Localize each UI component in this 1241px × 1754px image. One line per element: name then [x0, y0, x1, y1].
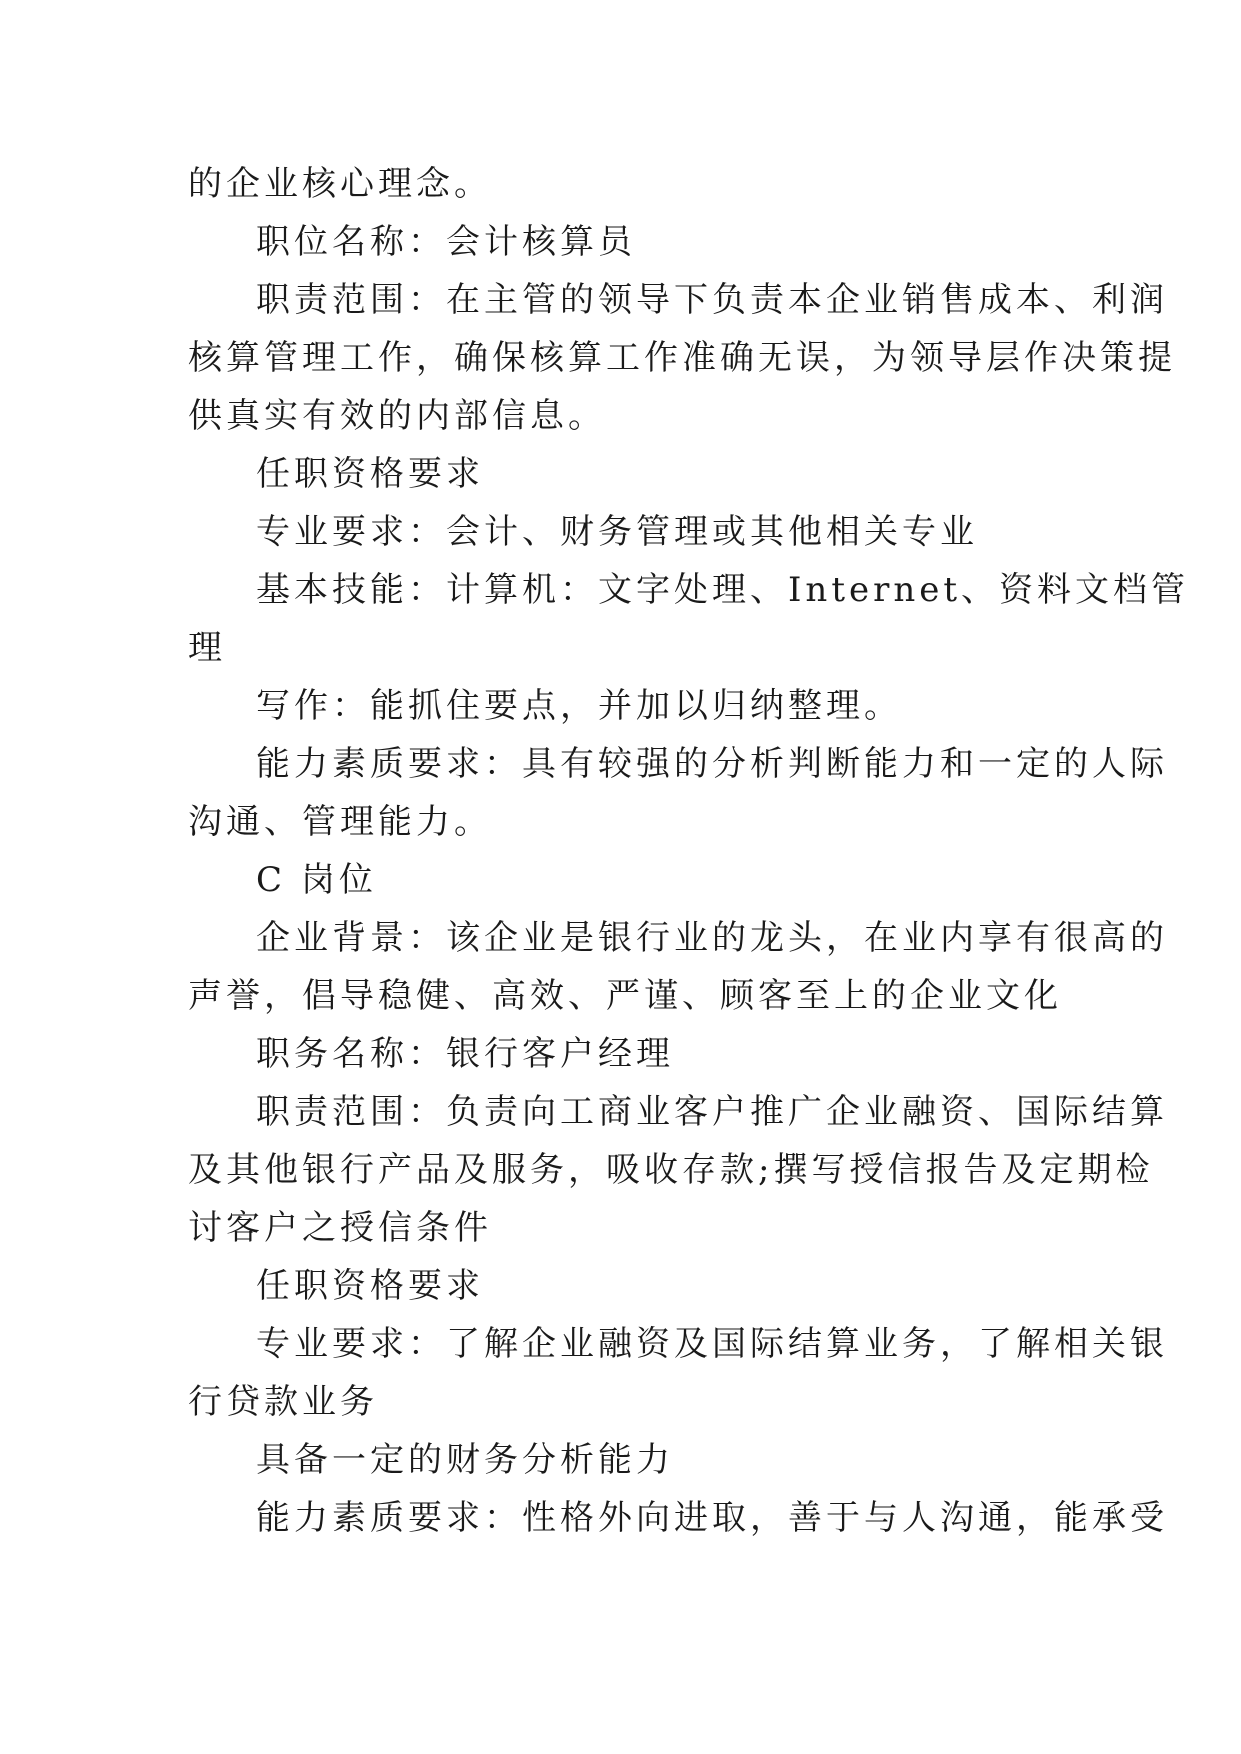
paragraph-line: 专业要求：会计、财务管理或其他相关专业: [256, 512, 978, 552]
section-heading: 任职资格要求: [256, 454, 484, 494]
paragraph-line: 理: [188, 628, 226, 668]
paragraph-line: 沟通、管理能力。: [188, 802, 492, 842]
paragraph-line: 基本技能：计算机：文字处理、Internet、资料文档管: [256, 570, 1190, 610]
paragraph-line: 能力素质要求：具有较强的分析判断能力和一定的人际: [256, 744, 1168, 784]
paragraph-line: 职位名称：会计核算员: [256, 222, 636, 262]
section-heading: 任职资格要求: [256, 1266, 484, 1306]
paragraph-line: 核算管理工作，确保核算工作准确无误，为领导层作决策提: [188, 338, 1176, 378]
paragraph-line: 供真实有效的内部信息。: [188, 396, 606, 436]
paragraph-line: 具备一定的财务分析能力: [256, 1440, 674, 1480]
paragraph-line: 写作：能抓住要点，并加以归纳整理。: [256, 686, 902, 726]
paragraph-line: 讨客户之授信条件: [188, 1208, 492, 1248]
paragraph-line: 职务名称：银行客户经理: [256, 1034, 674, 1074]
body-text: [188, 155, 1190, 1547]
paragraph-line: 职责范围：在主管的领导下负责本企业销售成本、利润: [256, 280, 1168, 320]
paragraph-line: 行贷款业务: [188, 1382, 378, 1422]
paragraph-line: 企业背景：该企业是银行业的龙头，在业内享有很高的: [256, 918, 1168, 958]
paragraph-line: 专业要求：了解企业融资及国际结算业务，了解相关银: [256, 1324, 1168, 1364]
paragraph-line: 声誉，倡导稳健、高效、严谨、顾客至上的企业文化: [188, 976, 1062, 1016]
paragraph-line: 及其他银行产品及服务，吸收存款;撰写授信报告及定期检: [188, 1150, 1154, 1190]
paragraph-line: 职责范围：负责向工商业客户推广企业融资、国际结算: [256, 1092, 1168, 1132]
paragraph-line: 能力素质要求：性格外向进取，善于与人沟通，能承受: [256, 1498, 1168, 1538]
section-heading: C 岗位: [256, 860, 377, 900]
paragraph-line: 的企业核心理念。: [188, 164, 492, 204]
